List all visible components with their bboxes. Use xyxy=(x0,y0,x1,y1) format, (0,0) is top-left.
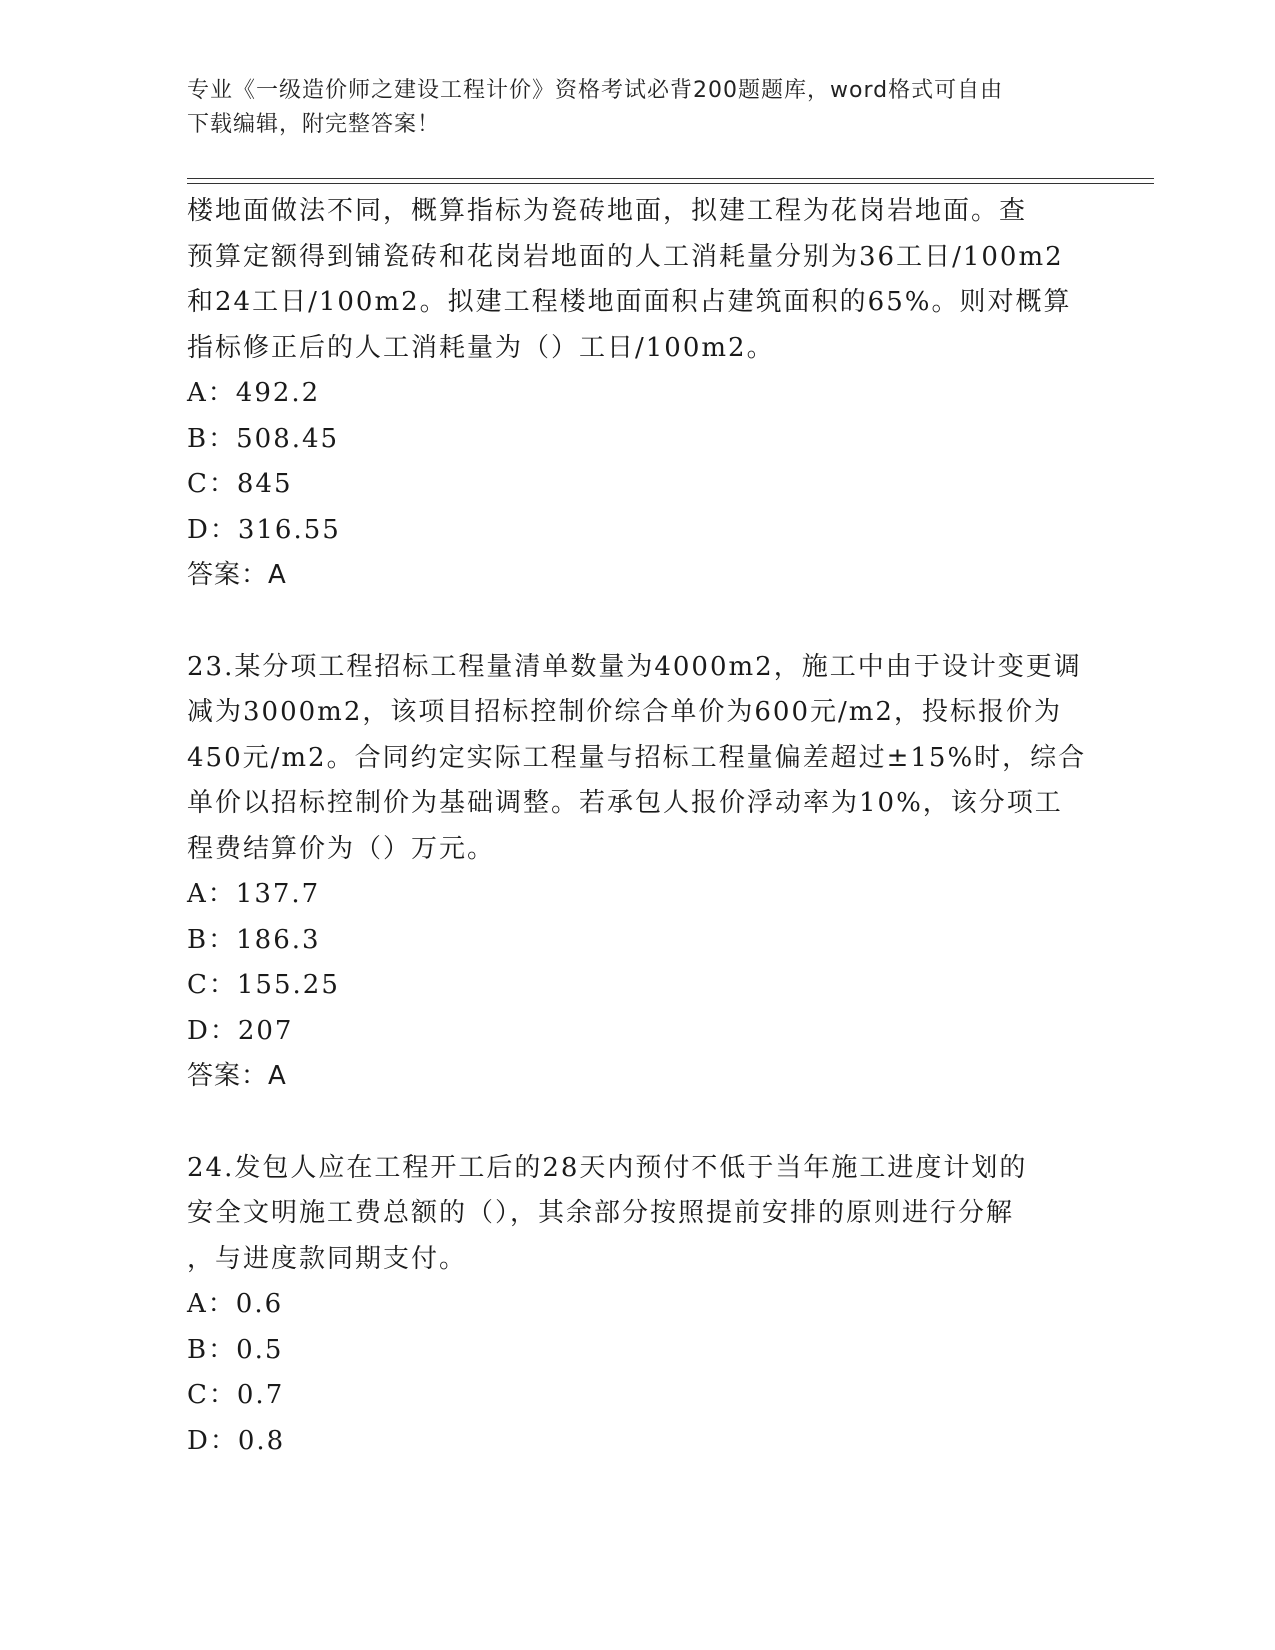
option-a: A：492.2 xyxy=(187,378,321,408)
option-b: B：186.3 xyxy=(187,924,321,955)
stem-line: 450元/m2。合同约定实际工程量与招标工程量偏差超过±15%时，综合 xyxy=(187,742,1087,773)
stem-line: 安全文明施工费总额的（），其余部分按照提前安排的原则进行分解 xyxy=(187,1198,1015,1228)
header-line-2: 下载编辑，附完整答案！ xyxy=(187,112,441,137)
answer-line: 答案：A xyxy=(187,1061,287,1091)
stem-line: 楼地面做法不同，概算指标为瓷砖地面，拟建工程为花岗岩地面。查 xyxy=(187,196,1028,226)
document-body xyxy=(187,189,1087,1464)
question-22 xyxy=(187,189,1087,599)
answer-line: 答案：A xyxy=(187,560,287,590)
document-header xyxy=(187,74,1087,142)
option-b: B：508.45 xyxy=(187,423,340,454)
option-a: A：0.6 xyxy=(187,1289,284,1319)
stem-line: 单价以招标控制价为基础调整。若承包人报价浮动率为10%，该分项工 xyxy=(187,788,1063,818)
stem-line: ，与进度款同期支付。 xyxy=(187,1243,468,1274)
stem-line: 减为3000m2，该项目招标控制价综合单价为600元/m2，投标报价为 xyxy=(187,697,1062,727)
stem-line: 24.发包人应在工程开工后的28天内预付不低于当年施工进度计划的 xyxy=(187,1152,1028,1183)
option-c: C：845 xyxy=(187,469,293,499)
stem-line: 程费结算价为（）万元。 xyxy=(187,833,496,864)
option-d: D：0.8 xyxy=(187,1425,286,1456)
stem-line: 预算定额得到铺瓷砖和花岗岩地面的人工消耗量分别为36工日/100m2 xyxy=(187,241,1064,272)
option-b: B：0.5 xyxy=(187,1334,284,1365)
stem-line: 和24工日/100m2。拟建工程楼地面面积占建筑面积的65%。则对概算 xyxy=(187,287,1072,317)
option-c: C：155.25 xyxy=(187,970,340,1000)
header-line-1: 专业《一级造价师之建设工程计价》资格考试必背200题题库，word格式可自由 xyxy=(187,78,1004,103)
header-divider-bottom xyxy=(187,183,1154,184)
question-stem xyxy=(187,645,1087,873)
question-stem xyxy=(187,189,1087,371)
option-d: D：207 xyxy=(187,1015,294,1046)
stem-line: 23.某分项工程招标工程量清单数量为4000m2，施工中由于设计变更调 xyxy=(187,651,1082,682)
question-23 xyxy=(187,645,1087,1100)
header-divider-top xyxy=(187,178,1154,179)
option-a: A：137.7 xyxy=(187,879,321,909)
stem-line: 指标修正后的人工消耗量为（）工日/100m2。 xyxy=(187,332,775,363)
spacer xyxy=(187,599,1087,645)
question-stem xyxy=(187,1146,1087,1283)
option-c: C：0.7 xyxy=(187,1380,285,1410)
question-24 xyxy=(187,1146,1087,1465)
spacer xyxy=(187,1100,1087,1146)
option-d: D：316.55 xyxy=(187,514,341,545)
